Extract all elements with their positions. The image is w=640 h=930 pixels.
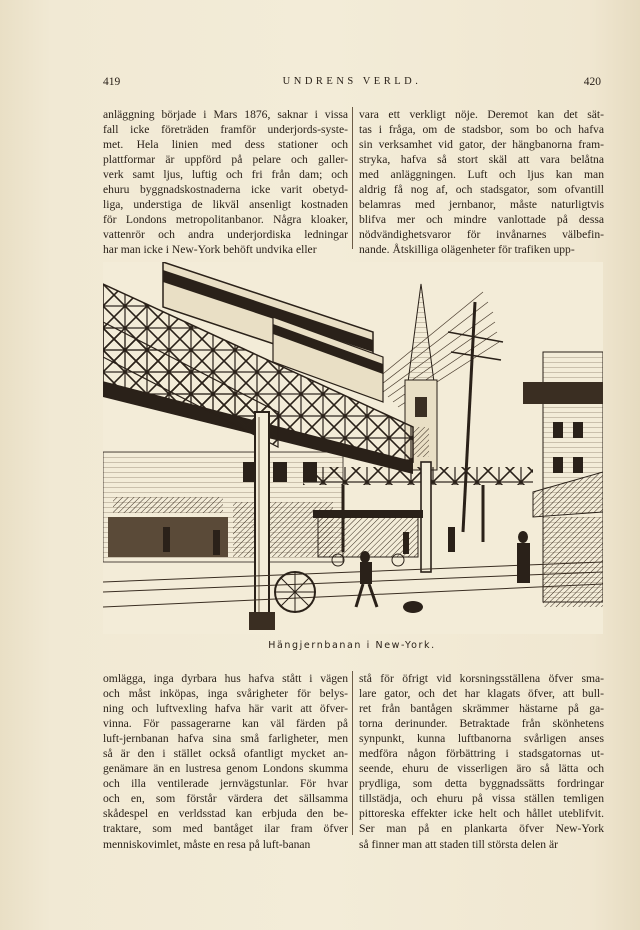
text-line: så är den i stället också ofantligt mycket an- (103, 747, 348, 761)
page-number-left: 419 (103, 76, 121, 88)
text-line: och en, som förstår värdera det sällsamma (103, 792, 348, 806)
text-line: ret från bantågen skrämmer hästarne på ga- (359, 702, 604, 716)
text-line: nödvändighetsvaror för invånarnes välbefin- (359, 228, 604, 242)
running-title: UNDRENS VERLD. (282, 76, 422, 87)
text-line: och illa ventilerade jernvägstunlar. För hvar (103, 777, 348, 791)
text-line: stå för öfrigt vid korsningsställena öfver sma- (359, 672, 604, 685)
text-line: så finner man att staden till största delen är (359, 837, 558, 851)
text-line: skådespel en verldsstad kan erbjuda den be- (103, 807, 348, 821)
text-column-top-right (359, 107, 604, 257)
elevated-railway-engraving (103, 262, 603, 634)
text-line: genämare än en lustresa genom Londons skumma (103, 762, 348, 776)
page-number-right: 420 (583, 76, 601, 88)
text-line: verk samt ljus, luftig och fri från dam; och (103, 168, 348, 182)
running-header (103, 76, 601, 92)
text-line: luft-jernbanan hafva sina små farligheter, men (103, 732, 348, 746)
text-line: seende, ehuru de visserligen äro så lätta och (359, 762, 604, 776)
text-line: omlägga, inga dyrbara hus hafva stått i vägen (103, 672, 348, 685)
text-line: aldrig få nog af, och stadsgator, som ofvantill (359, 183, 604, 197)
text-line: och måst inköpas, inga svårigheter för belys- (103, 687, 348, 701)
text-line: menniskovimlet, måste en resa på luft-banan (103, 837, 311, 851)
text-line: ehuru byggnadskostnaderna icke varit obetyd- (103, 183, 348, 197)
text-line: sin verksamhet vid gator, der hängbanorna fram- (359, 138, 604, 152)
column-rule-top (352, 107, 353, 249)
text-line: nande. Åtskilliga olägenheter för trafiken upp- (359, 243, 575, 257)
text-line: Ser man på en plankarta öfver New-York (359, 822, 604, 836)
text-line: vattenrör och andra underjordiska ledningar (103, 228, 348, 242)
text-line: synpunkt, kunna luftbanorna svårligen anses (359, 732, 604, 746)
text-line: prydliga, som detta byggnadssätts fordringar (359, 777, 604, 791)
text-column-bottom-right (359, 671, 604, 852)
text-line: vinna. För passagerarne kan väl färden på (103, 717, 348, 731)
text-column-top-left (103, 107, 348, 257)
text-line: har man icke i New-York behöft undvika eller (103, 243, 317, 257)
text-line: ning och luftvexling hafva här varit att öfver- (103, 702, 348, 716)
text-line: vara ett verkligt nöje. Deremot kan det sät- (359, 108, 604, 121)
cart-wheel (275, 572, 315, 612)
text-line: med anläggningen. Luft och ljus kan man (359, 168, 604, 182)
text-line: pittoreska effekter icke helt och hållet uteblifvit. (359, 807, 604, 821)
column-rule-bottom (352, 671, 353, 835)
text-line: anläggning började i Mars 1876, saknar i vissa (103, 108, 348, 121)
text-line: fall icke företräden framför underjords-syste- (103, 123, 348, 137)
text-line: tas i fråga, om de stadsbor, som bo och hafva (359, 123, 604, 137)
text-line: belamras med jernbanor, måste naturligtvis (359, 198, 604, 212)
text-line: medföra någon förbättring i stadsgatornas ut- (359, 747, 604, 761)
text-line: lare gator, och det har klagats öfver, att bull- (359, 687, 604, 701)
text-line: för Londons metropolitanbanor. Några kloaker, (103, 213, 348, 227)
text-line: traktare, som med bantåget ilar fram öfver (103, 822, 348, 836)
text-line: met. Hela linien med dess stationer och (103, 138, 348, 152)
text-column-bottom-left (103, 671, 348, 852)
text-line: stryka, hafva så stort skäl att vara belåtna (359, 153, 604, 167)
text-line: tillstädja, och ehuru på vissa ställen temligen (359, 792, 604, 806)
text-line: torna derinunder. Betraktade från skönhetens (359, 717, 604, 731)
text-line: plattformar är uppförd på pelare och galler- (103, 153, 348, 167)
figure-caption: Hängjernbanan i New-York. (268, 640, 436, 651)
text-line: liga, understiga de likväl ansenligt kostnaden (103, 198, 348, 212)
text-line: blifva mer och mindre vanlottade på dessa (359, 213, 604, 227)
